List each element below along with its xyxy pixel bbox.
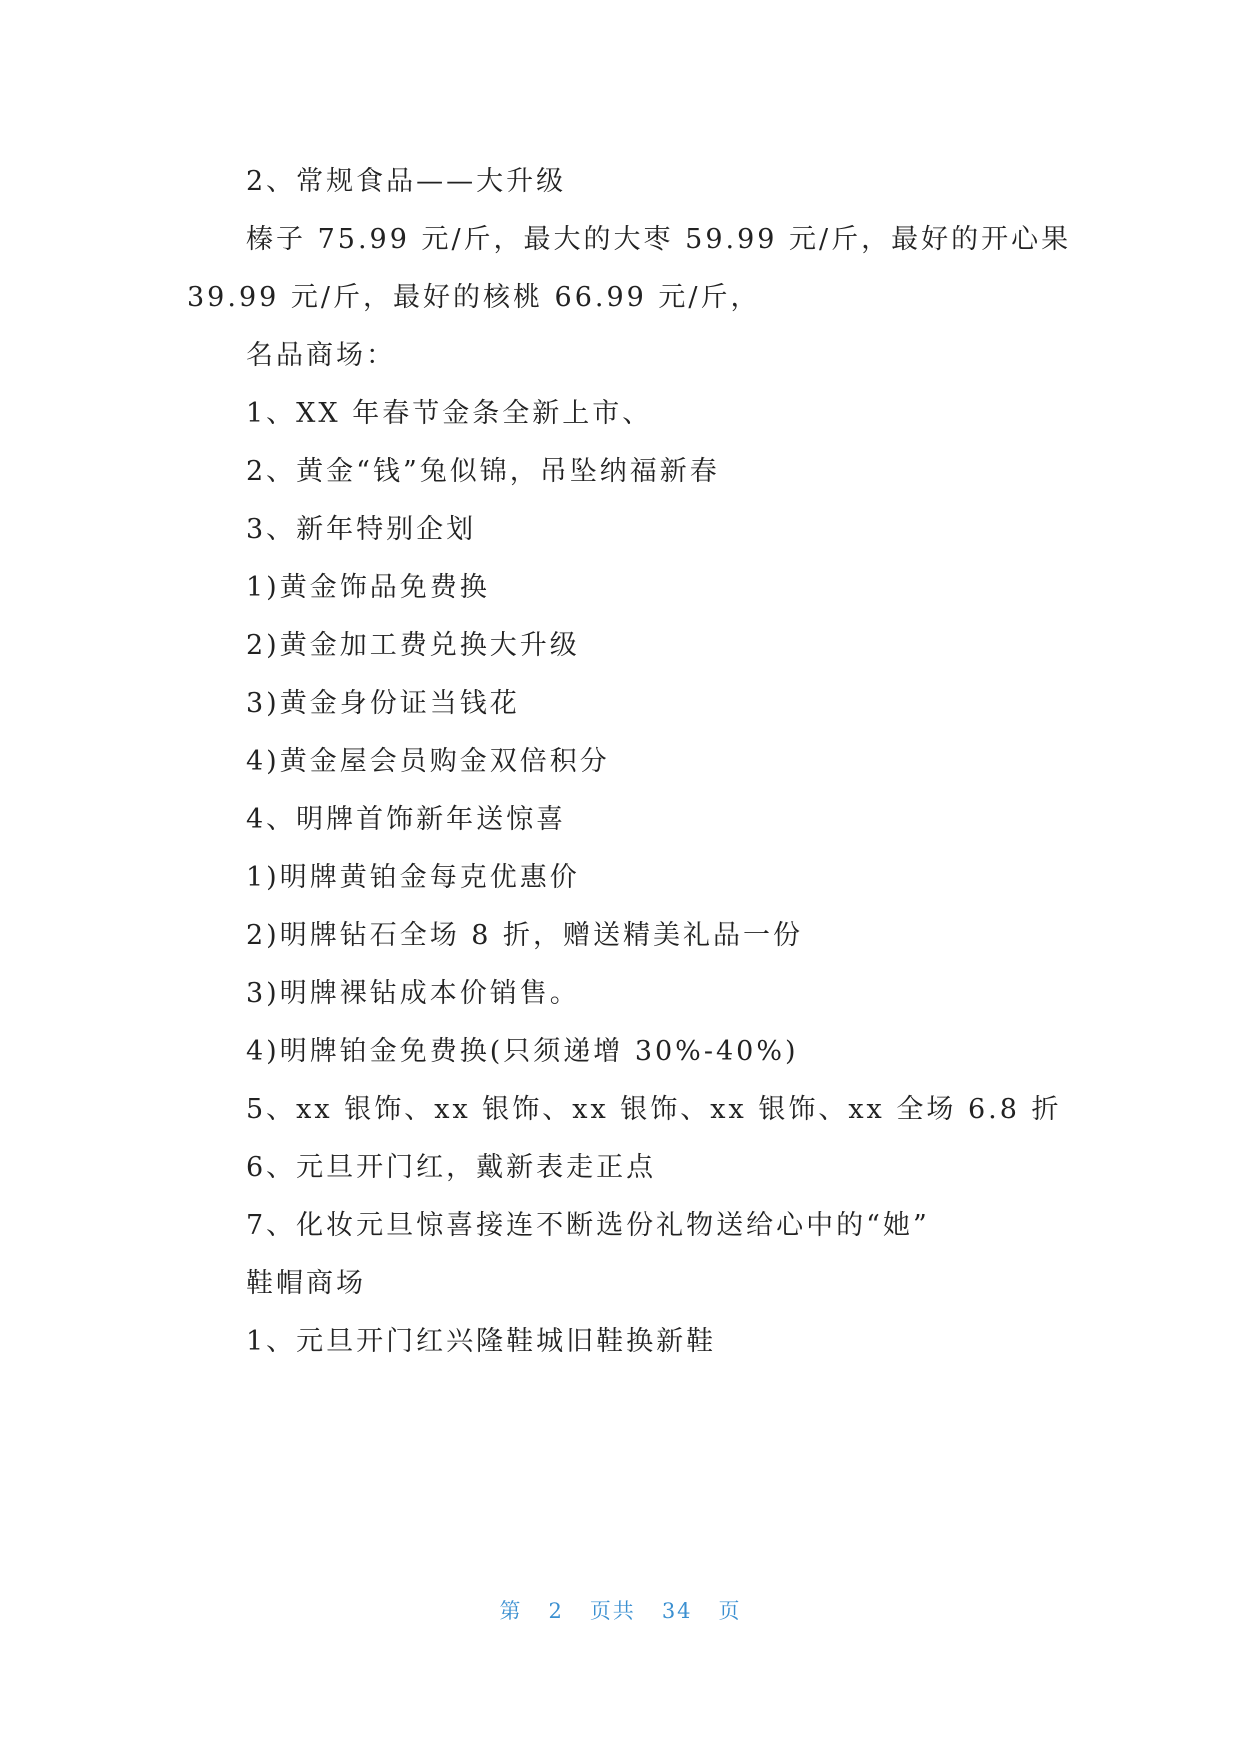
text-line: 1)黄金饰品免费换	[246, 572, 490, 603]
text-line: 2)明牌钻石全场 8 折，赠送精美礼品一份	[246, 920, 804, 951]
current-page-number: 2	[548, 1599, 564, 1623]
text-line: 4)明牌铂金免费换(只须递增 30%-40%)	[246, 1036, 799, 1067]
text-line: 2、黄金“钱”兔似锦，吊坠纳福新春	[246, 456, 720, 487]
text-line: 鞋帽商场	[246, 1268, 366, 1299]
text-line: 7、化妆元旦惊喜接连不断选份礼物送给心中的“她”	[246, 1210, 930, 1241]
footer-prefix: 第	[499, 1599, 523, 1623]
footer-suffix: 页	[718, 1599, 742, 1623]
text-line: 名品商场：	[246, 340, 396, 371]
text-line: 1、XX 年春节金条全新上市、	[246, 398, 653, 429]
text-line: 1)明牌黄铂金每克优惠价	[246, 862, 580, 893]
text-line: 2)黄金加工费兑换大升级	[246, 630, 580, 661]
text-line: 2、常规食品——大升级	[246, 166, 567, 197]
total-pages-number: 34	[661, 1599, 693, 1623]
text-line: 榛子 75.99 元/斤，最大的大枣 59.99 元/斤，最好的开心果	[246, 224, 1072, 255]
text-line: 4)黄金屋会员购金双倍积分	[246, 746, 610, 777]
text-line: 5、xx 银饰、xx 银饰、xx 银饰、xx 银饰、xx 全场 6.8 折	[246, 1094, 1062, 1125]
text-line: 3)黄金身份证当钱花	[246, 688, 520, 719]
text-line: 39.99 元/斤，最好的核桃 66.99 元/斤，	[187, 282, 761, 313]
page-footer	[0, 1597, 1241, 1625]
text-line: 1、元旦开门红兴隆鞋城旧鞋换新鞋	[246, 1326, 717, 1357]
text-line: 3、新年特别企划	[246, 514, 477, 545]
footer-middle: 页共	[589, 1599, 636, 1623]
text-line: 6、元旦开门红，戴新表走正点	[246, 1152, 657, 1183]
text-line: 4、明牌首饰新年送惊喜	[246, 804, 567, 835]
text-line: 3)明牌裸钻成本价销售。	[246, 978, 580, 1009]
